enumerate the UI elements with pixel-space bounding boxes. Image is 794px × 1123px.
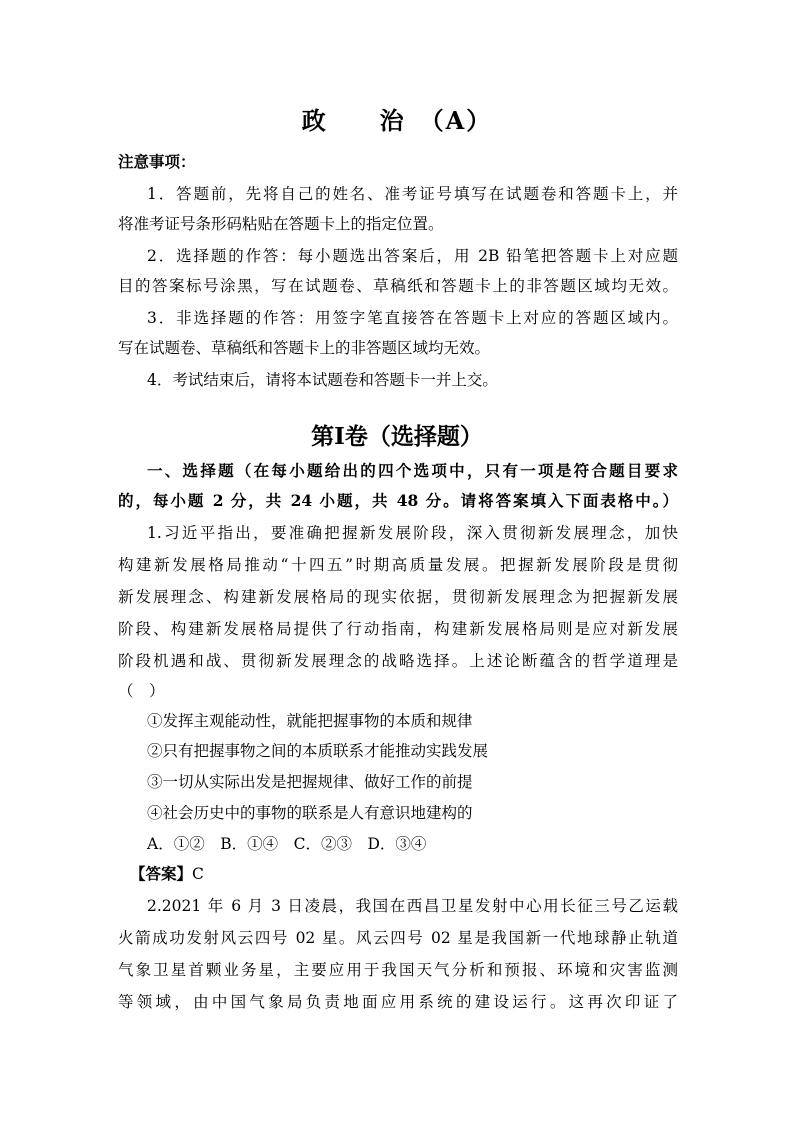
notice-line: 4．考试结束后，请将本试题卷和答题卡一并上交。 [147, 371, 498, 389]
notice-heading: 注意事项： [118, 152, 196, 171]
answer-value: C [192, 865, 204, 883]
question-1-options: A．①② B．①④ C．②③ D．③④ [147, 835, 427, 853]
notice-line: 目的答案标号涂黑，写在试题卷、草稿纸和答题卡上的非答题区域均无效。 [118, 277, 678, 295]
question-1-stem: 阶段机遇和战、贯彻新发展理念的战略选择。上述论断蕴含的哲学道理是 [118, 652, 678, 670]
notice-line: 2．选择题的作答：每小题选出答案后，用 2B 铅笔把答题卡上对应题 [147, 247, 678, 265]
notice-line: 写在试题卷、草稿纸和答题卡上的非答题区域均无效。 [118, 339, 491, 357]
section-instruction: 的，每小题 2 分，共 24 小题，共 48 分。请将答案填入下面表格中。） [118, 491, 678, 510]
question-2-stem: 气象卫星首颗业务星，主要应用于我国天气分析和预报、环境和灾害监测 [118, 961, 678, 979]
question-2-stem: 火箭成功发射风云四号 02 星。风云四号 02 星是我国新一代地球静止轨道 [118, 929, 678, 947]
notice-line: 3．非选择题的作答：用签字笔直接答在答题卡上对应的答题区域内。 [147, 309, 678, 327]
question-1-answer [130, 864, 690, 884]
question-2-stem: 等领域，由中国气象局负责地面应用系统的建设运行。这再次印证了 [118, 993, 678, 1011]
question-2-stem: 2.2021 年 6 月 3 日凌晨，我国在西昌卫星发射中心用长征三号乙运载 [147, 897, 678, 915]
question-1-blank: （ ） [118, 682, 165, 700]
question-1-stem: 阶段、构建新发展格局提供了行动指南，构建新发展格局则是应对新发展 [118, 620, 678, 638]
section-instruction: 一、选择题（在每小题给出的四个选项中，只有一项是符合题目要求 [147, 461, 678, 480]
question-1-statement: ③一切从实际出发是把握规律、做好工作的前提 [147, 773, 473, 791]
question-1-statement: ②只有把握事物之间的本质联系才能推动实践发展 [147, 742, 489, 760]
question-1-statement: ④社会历史中的事物的联系是人有意识地建构的 [147, 804, 473, 822]
answer-label: 【答案】 [130, 864, 193, 883]
section-title: 第Ⅰ卷（选择题） [311, 423, 483, 450]
page-title: 政 治 （A） [301, 106, 493, 135]
question-1-stem: 构建新发展格局推动“十四五”时期高质量发展。把握新发展阶段是贯彻 [118, 556, 678, 574]
question-1-statement: ①发挥主观能动性，就能把握事物的本质和规律 [147, 712, 473, 730]
question-1-stem: 1.习近平指出，要准确把握新发展阶段，深入贯彻新发展理念，加快 [147, 524, 678, 542]
notice-line: 1．答题前，先将自己的姓名、准考证号填写在试题卷和答题卡上，并 [147, 185, 678, 203]
question-1-stem: 新发展理念、构建新发展格局的现实依据，贯彻新发展理念为把握新发展 [118, 588, 678, 606]
notice-line: 将准考证号条形码粘贴在答题卡上的指定位置。 [118, 215, 444, 233]
